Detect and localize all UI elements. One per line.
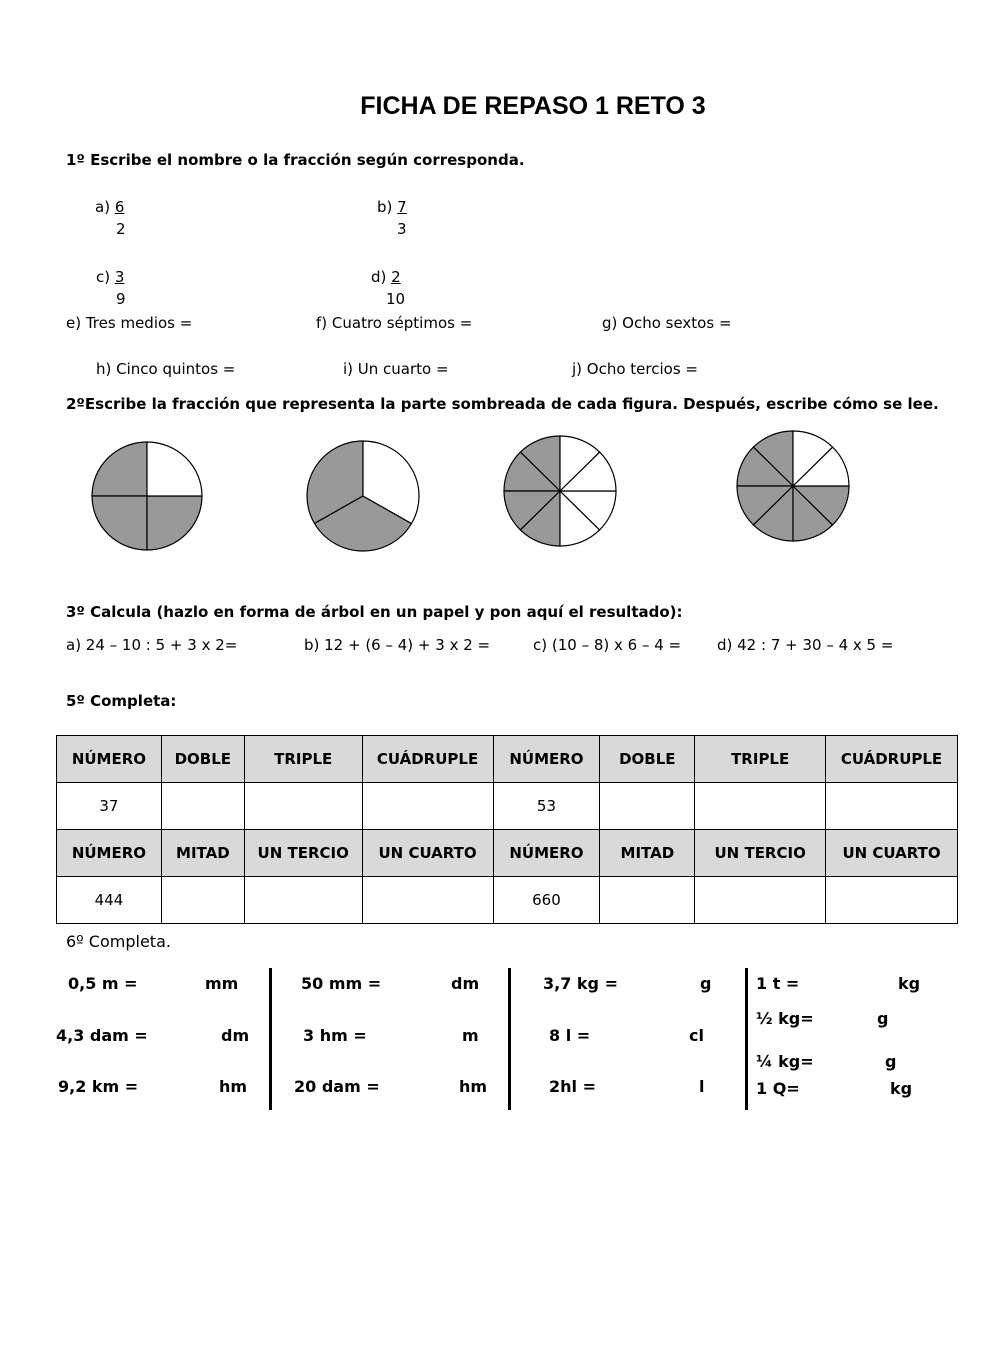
- conversion-left: 9,2 km =: [58, 1077, 139, 1096]
- fraction-name-f: f) Cuatro séptimos =: [316, 314, 473, 332]
- exercise-1-heading: 1º Escribe el nombre o la fracción según corresponda.: [66, 151, 525, 169]
- conversion-left: 1 Q=: [756, 1079, 800, 1098]
- column-divider: [745, 968, 748, 1110]
- fraction-numerator: 2: [391, 268, 401, 286]
- circle-figure-1: [88, 439, 206, 553]
- conversion-unit: dm: [451, 974, 480, 993]
- fraction-b-denominator: 3: [397, 220, 407, 238]
- fraction-label: d): [371, 268, 387, 286]
- conversion-left: 2hl =: [549, 1077, 596, 1096]
- conversion-left: 0,5 m =: [68, 974, 138, 993]
- conversion-unit: hm: [219, 1077, 248, 1096]
- column-divider: [508, 968, 511, 1110]
- table-header-cell: TRIPLE: [244, 736, 362, 783]
- conversion-left: 4,3 dam =: [56, 1026, 148, 1045]
- table-header-cell: UN TERCIO: [695, 830, 826, 877]
- fraction-a: [95, 198, 124, 216]
- conversion-unit: cl: [689, 1026, 704, 1045]
- fraction-numerator: 6: [114, 198, 125, 216]
- fraction-name-e: e) Tres medios =: [66, 314, 193, 332]
- table-header-cell: NÚMERO: [57, 830, 162, 877]
- completion-table: [56, 735, 958, 924]
- table-header-cell: NÚMERO: [57, 736, 162, 783]
- conversion-unit: mm: [205, 974, 239, 993]
- fraction-c: [96, 268, 124, 286]
- conversion-left: 3,7 kg =: [543, 974, 618, 993]
- conversion-unit: kg: [898, 974, 921, 993]
- column-divider: [269, 968, 272, 1110]
- answer-cell[interactable]: [695, 877, 826, 924]
- conversion-unit: g: [877, 1009, 889, 1028]
- calculation-a: a) 24 – 10 : 5 + 3 x 2=: [66, 636, 238, 654]
- table-header-cell: CUÁDRUPLE: [826, 736, 958, 783]
- answer-cell[interactable]: [362, 783, 493, 830]
- table-row: [57, 783, 958, 830]
- table-header-cell: DOBLE: [600, 736, 695, 783]
- fraction-numerator: 7: [397, 198, 407, 216]
- fraction-d-denominator: 10: [386, 290, 406, 308]
- exercise-3-heading: 3º Calcula (hazlo en forma de árbol en un papel y pon aquí el resultado):: [66, 603, 683, 621]
- fraction-name-i: i) Un cuarto =: [343, 360, 449, 378]
- table-header-cell: UN TERCIO: [244, 830, 362, 877]
- calculation-c: c) (10 – 8) x 6 – 4 =: [533, 636, 682, 654]
- answer-cell[interactable]: [244, 783, 362, 830]
- table-header-cell: NÚMERO: [493, 736, 600, 783]
- conversion-unit: m: [462, 1026, 479, 1045]
- answer-cell[interactable]: [826, 877, 958, 924]
- calculation-b: b) 12 + (6 – 4) + 3 x 2 =: [304, 636, 491, 654]
- fraction-label: b): [377, 198, 393, 216]
- exercise-2-heading: 2ºEscribe la fracción que representa la parte sombreada de cada figura. Después, escribe cómo se lee.: [66, 395, 939, 413]
- conversion-left: ½ kg=: [756, 1009, 814, 1028]
- exercise-5-heading: 5º Completa:: [66, 692, 177, 710]
- table-header-cell: CUÁDRUPLE: [362, 736, 493, 783]
- conversion-left: 1 t =: [756, 974, 800, 993]
- conversion-left: 8 l =: [549, 1026, 591, 1045]
- fraction-numerator: 3: [114, 268, 125, 286]
- answer-cell[interactable]: [695, 783, 826, 830]
- table-cell: 37: [57, 783, 162, 830]
- fraction-label: c): [96, 268, 111, 286]
- conversion-left: 20 dam =: [294, 1077, 380, 1096]
- calculation-d: d) 42 : 7 + 30 – 4 x 5 =: [717, 636, 894, 654]
- circle-figure-3: [501, 434, 619, 550]
- table-cell: 53: [493, 783, 600, 830]
- table-header-cell: NÚMERO: [493, 830, 600, 877]
- fraction-name-g: g) Ocho sextos =: [602, 314, 732, 332]
- fraction-name-h: h) Cinco quintos =: [96, 360, 236, 378]
- table-row: [57, 877, 958, 924]
- table-header-cell: MITAD: [600, 830, 695, 877]
- circle-figure-2: [304, 439, 422, 555]
- table-header-cell: TRIPLE: [695, 736, 826, 783]
- answer-cell[interactable]: [161, 783, 244, 830]
- exercise-6-heading: 6º Completa.: [66, 932, 171, 951]
- conversion-unit: g: [700, 974, 712, 993]
- answer-cell[interactable]: [826, 783, 958, 830]
- answer-cell[interactable]: [362, 877, 493, 924]
- fraction-d: [371, 268, 401, 286]
- conversion-unit: l: [699, 1077, 705, 1096]
- conversion-unit: g: [885, 1052, 897, 1071]
- table-header-cell: UN CUARTO: [362, 830, 493, 877]
- table-header-cell: UN CUARTO: [826, 830, 958, 877]
- table-cell: 660: [493, 877, 600, 924]
- answer-cell[interactable]: [600, 783, 695, 830]
- table-header-row: [57, 736, 958, 783]
- page-title: FICHA DE REPASO 1 RETO 3: [360, 92, 706, 120]
- table-header-row: [57, 830, 958, 877]
- answer-cell[interactable]: [600, 877, 695, 924]
- answer-cell[interactable]: [244, 877, 362, 924]
- conversion-left: 50 mm =: [301, 974, 382, 993]
- conversion-unit: hm: [459, 1077, 488, 1096]
- table-header-cell: DOBLE: [161, 736, 244, 783]
- table-header-cell: MITAD: [161, 830, 244, 877]
- answer-cell[interactable]: [161, 877, 244, 924]
- conversion-left: ¼ kg=: [756, 1052, 814, 1071]
- conversion-unit: dm: [221, 1026, 250, 1045]
- conversion-unit: kg: [890, 1079, 913, 1098]
- circle-figure-4: [734, 429, 852, 545]
- fraction-b: [377, 198, 407, 216]
- conversion-left: 3 hm =: [303, 1026, 367, 1045]
- table-cell: 444: [57, 877, 162, 924]
- fraction-name-j: j) Ocho tercios =: [572, 360, 698, 378]
- fraction-label: a): [95, 198, 111, 216]
- fraction-a-denominator: 2: [116, 220, 126, 238]
- fraction-c-denominator: 9: [116, 290, 126, 308]
